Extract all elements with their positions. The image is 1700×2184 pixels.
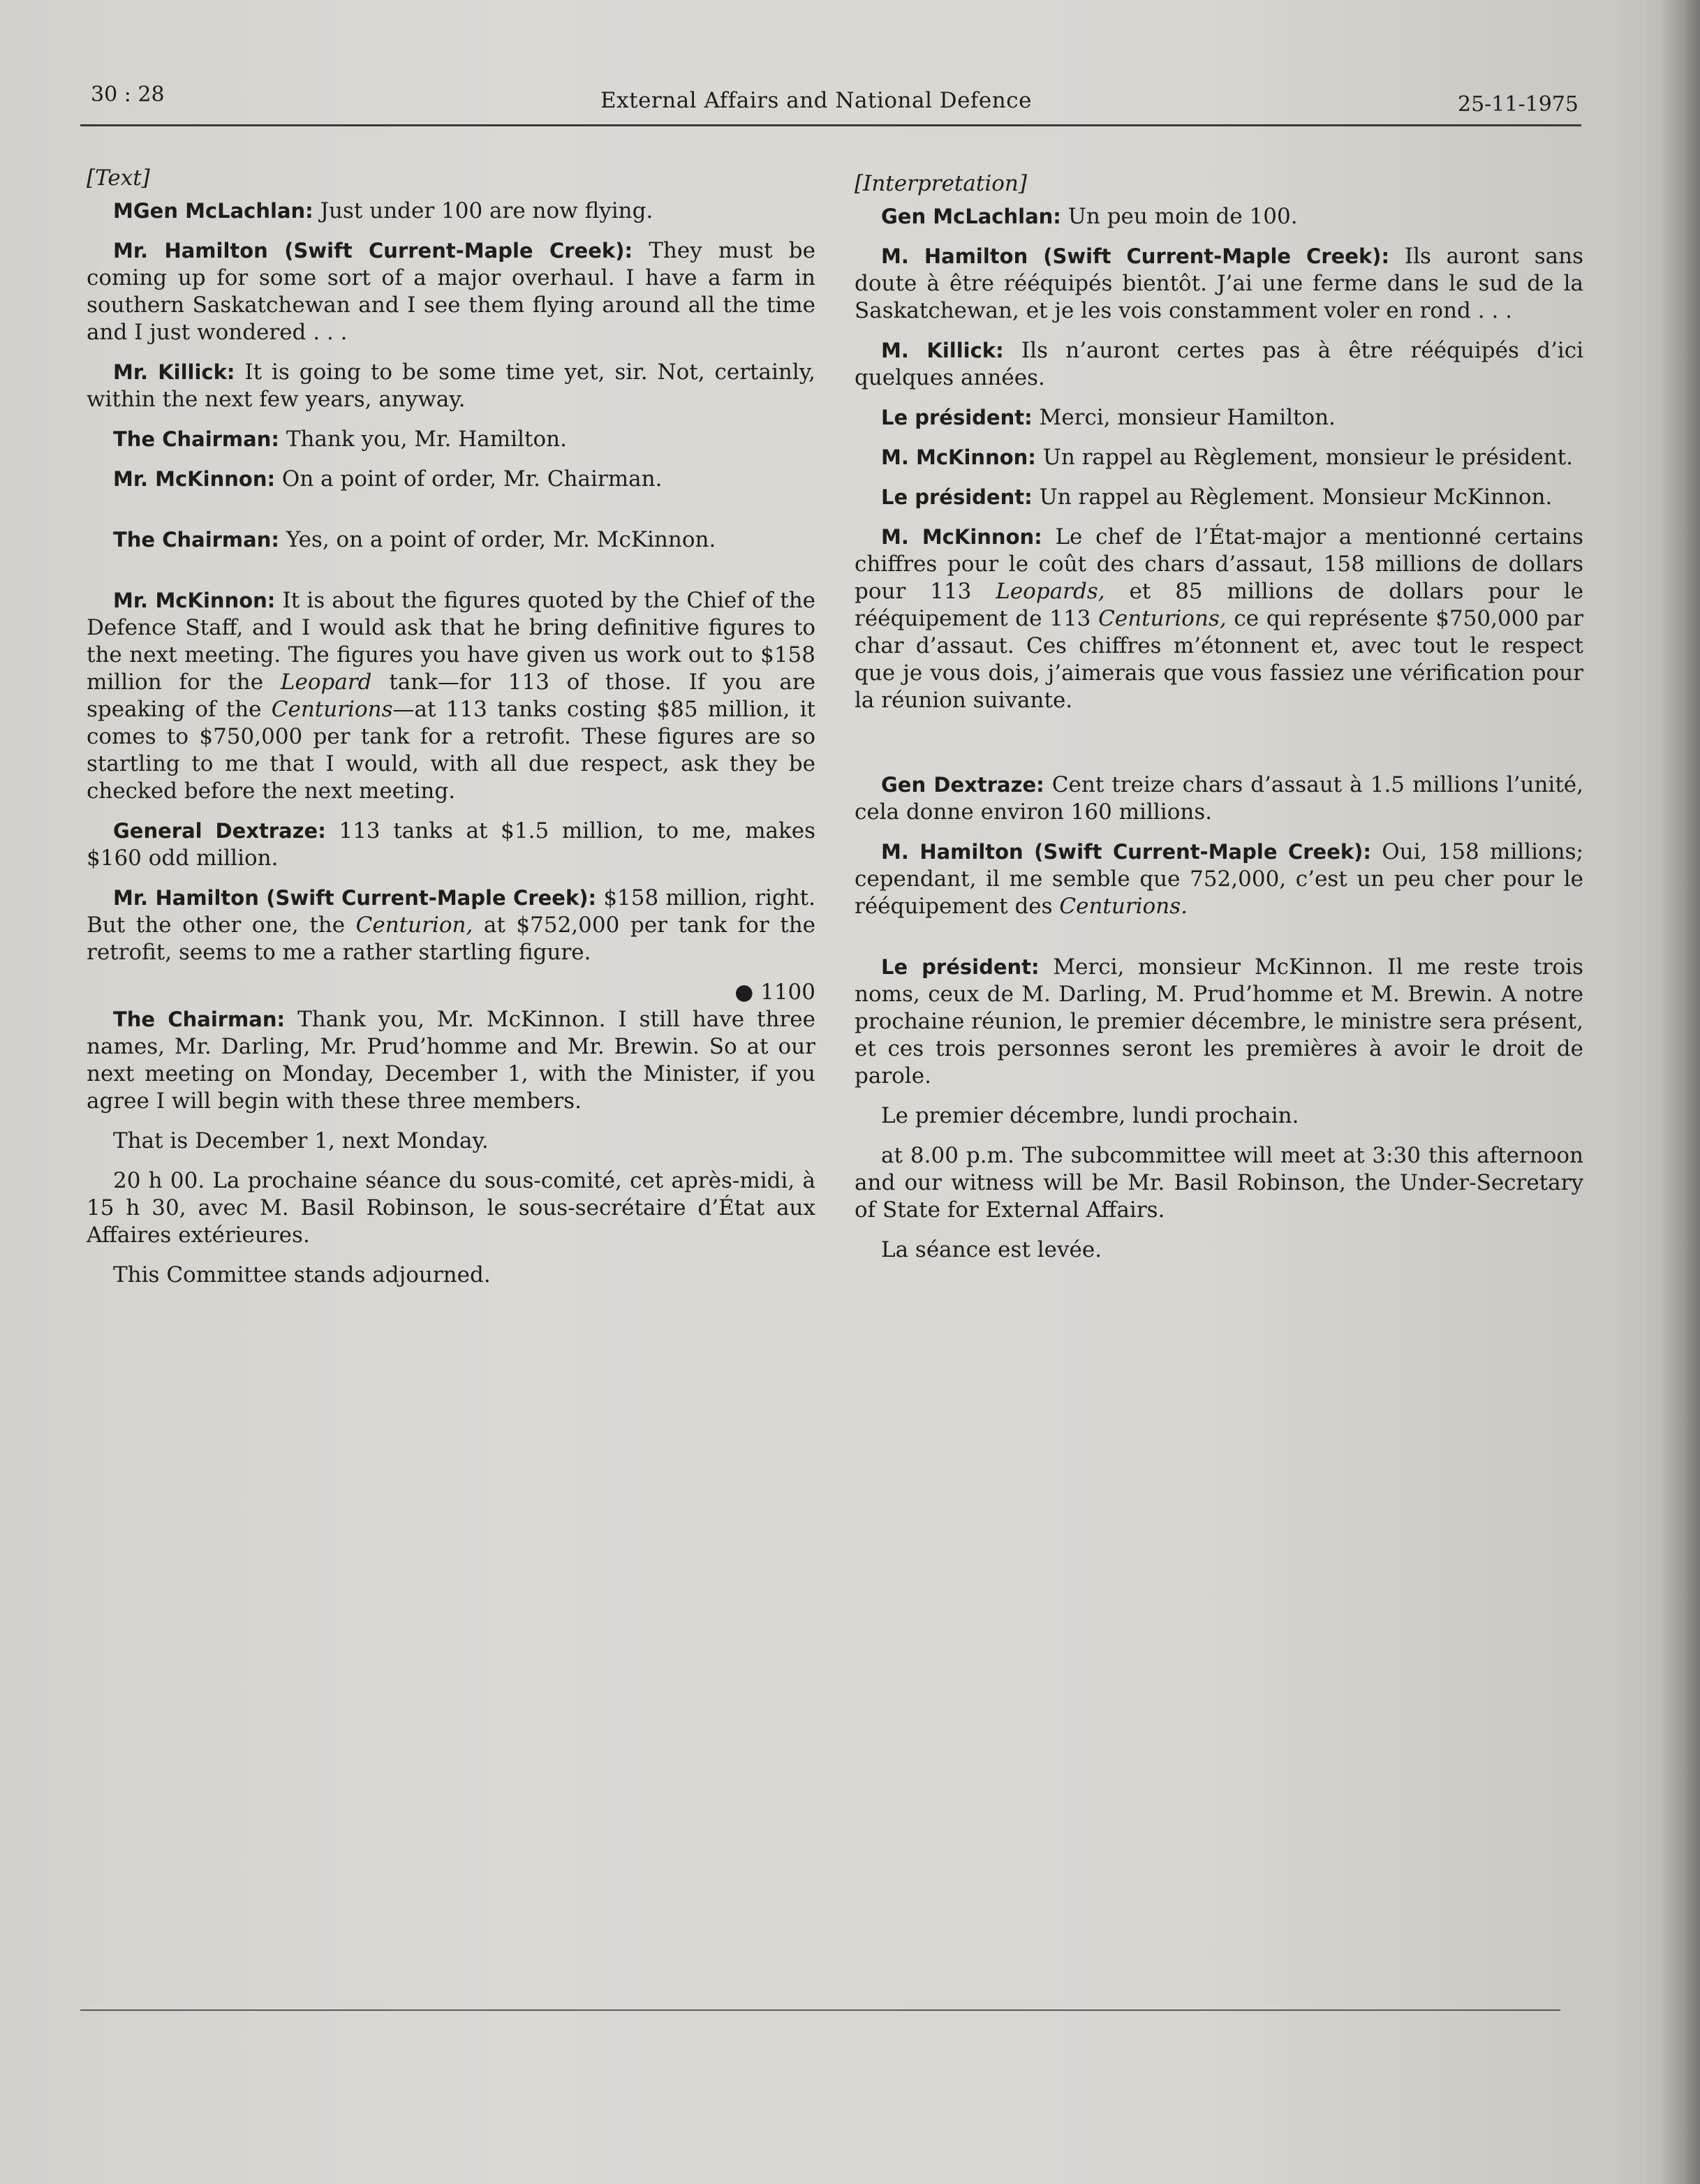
spacer (855, 933, 1583, 954)
interpretation-label: [Interpretation] (855, 171, 1027, 196)
footer-rule (80, 2009, 1560, 2011)
speaker-name: Mr. McKinnon: (113, 467, 276, 491)
text-label: [Text] (87, 165, 150, 191)
speech-text: Le chef de l’État-major a mentionné certains chiffres pour le coût des chars d’assaut, 158 millions de dollars pour 113 (855, 524, 1583, 604)
speech-text: They must be coming up for some sort of a major overhaul. I have a farm in southern Saskatchewan and I see them flying around all the time and I just wondered . . . (87, 238, 815, 345)
speech-text: Thank you, Mr. Hamilton. (279, 427, 567, 452)
paragraph (87, 818, 815, 872)
paragraph (855, 772, 1583, 826)
paragraph: at 8.00 p.m. The subcommittee will meet at 3:30 this afternoon and our witness will be Mr. Basil Robinson, the Under-Secretary of State for External Affairs. (855, 1143, 1583, 1223)
speaker-name: Mr. McKinnon: (113, 589, 276, 612)
emphasis: Leopard (280, 670, 372, 695)
speech-text: at $752,000 per tank for the retrofit, seems to me a rather startling figure. (87, 913, 816, 965)
paragraph (87, 466, 815, 493)
speaker-name: M. Hamilton (Swift Current-Maple Creek): (881, 840, 1371, 864)
speech-text: Ils n’auront certes pas à être rééquipés d’ici quelques années. (855, 338, 1584, 390)
paragraph (87, 885, 815, 966)
header-rule (80, 124, 1581, 126)
paragraph (87, 526, 815, 554)
speaker-name: M. McKinnon: (881, 445, 1036, 469)
speaker-name: Gen McLachlan: (881, 205, 1061, 228)
paragraph (87, 198, 815, 225)
emphasis: Centurions, (1098, 606, 1227, 631)
running-header (0, 78, 1700, 127)
speech-text: Merci, monsieur McKinnon. Il me reste trois noms, ceux de M. Darling, M. Prud’homme et M. Brewin. A notre prochaine réunion, le premier décembre, le ministre sera présent, et ces trois personnes seront les premières à avoir le droit de parole. (855, 954, 1583, 1089)
paragraph (855, 243, 1583, 325)
speech-text: Cent treize chars d’assaut à 1.5 millions l’unité, cela donne environ 160 millions. (855, 772, 1583, 825)
paragraph: La séance est levée. (881, 1237, 1102, 1262)
speaker-name: Le président: (881, 485, 1033, 509)
speaker-name: The Chairman: (113, 427, 279, 451)
paragraph (855, 337, 1583, 392)
speaker-name: M. Hamilton (Swift Current-Maple Creek): (881, 244, 1390, 268)
speaker-name: Le président: (881, 955, 1040, 979)
speaker-name: Mr. Killick: (113, 360, 235, 384)
speech-text: tank—for 113 of those. If you are speaking of the (87, 670, 815, 722)
speaker-name: MGen McLachlan: (113, 199, 313, 223)
speech-text: Ils auront sans doute à être rééquipés bientôt. J’ai une ferme dans le sud de la Saskatchewan, et je les vois constamment voler en rond . . . (855, 244, 1583, 323)
emphasis: Leopards, (996, 579, 1105, 604)
speaker-name: Le président: (881, 406, 1033, 429)
speech-text: Yes, on a point of order, Mr. McKinnon. (279, 527, 716, 552)
paragraph (87, 1006, 815, 1115)
speaker-name: The Chairman: (113, 1008, 286, 1031)
speech-text: Un rappel au Règlement, monsieur le président. (1035, 445, 1574, 470)
speaker-name: M. Killick: (881, 339, 1004, 362)
paragraph (87, 587, 815, 805)
paragraph (855, 444, 1583, 471)
spacer (87, 566, 815, 587)
speech-text: It is about the figures quoted by the Chief of the Defence Staff, and I would ask that he bring definitive figures to the next meeting. The figures you have given us work out to $158 million for the (87, 588, 816, 695)
paragraph (855, 524, 1583, 714)
emphasis: Centurion, (355, 913, 473, 938)
paragraph (855, 484, 1583, 511)
speech-text: Un rappel au Règlement. Monsieur McKinnon. (1032, 485, 1553, 510)
speech-text: et 85 millions de dollars pour le rééquipement de 113 (855, 579, 1583, 631)
time-marker: ● 1100 (734, 980, 815, 1005)
paragraph (855, 203, 1583, 230)
speech-text: On a point of order, Mr. Chairman. (275, 466, 663, 492)
paragraph: This Committee stands adjourned. (113, 1262, 491, 1287)
publication-date: 25-11-1975 (1458, 92, 1579, 117)
speaker-name: Mr. Hamilton (Swift Current-Maple Creek): (113, 239, 633, 263)
speech-text: $158 million, right. But the other one, the (87, 885, 815, 938)
speech-text: 113 tanks at $1.5 million, to me, makes $160 odd million. (87, 818, 815, 871)
spacer (855, 727, 1583, 772)
speaker-name: Gen Dextraze: (881, 773, 1044, 797)
page-number: 30 : 28 (91, 82, 165, 107)
emphasis: Centurions (271, 697, 393, 722)
page-edge-shadow (1658, 0, 1700, 2184)
speech-text: Oui, 158 millions; cependant, il me semble que 752,000, c’est un peu cher pour le rééquipement des (855, 839, 1583, 919)
paragraph (87, 426, 815, 453)
emphasis: Centurions. (1059, 894, 1188, 919)
speech-text: —at 113 tanks costing $85 million, it comes to $750,000 per tank for a retrofit. These figures are so startling to me that I would, with all due respect, ask they be checked before the next meeting. (87, 697, 815, 804)
speaker-name: The Chairman: (113, 528, 279, 552)
paragraph (855, 404, 1583, 431)
speaker-name: Mr. Hamilton (Swift Current-Maple Creek): (113, 886, 597, 910)
speaker-name: M. McKinnon: (881, 525, 1042, 549)
french-column (855, 170, 1583, 1276)
paragraph: That is December 1, next Monday. (113, 1128, 489, 1153)
english-column (87, 165, 815, 1301)
speech-text: Just under 100 are now flying. (313, 198, 653, 223)
paragraph (855, 839, 1583, 920)
speaker-name: General Dextraze: (113, 819, 326, 843)
paragraph (855, 954, 1583, 1090)
paragraph: 20 h 00. La prochaine séance du sous-comité, cet après-midi, à 15 h 30, avec M. Basil Robinson, le sous-secrétaire d’État aux Affaires extérieures. (87, 1168, 815, 1248)
paragraph (87, 359, 815, 413)
speech-text: ce qui représente $750,000 par char d’assaut. Ces chiffres m’étonnent et, avec tout le respect que je vous dois, j’aimerais que vous fassiez une vérification pour la réunion suivante. (855, 606, 1583, 713)
paragraph (87, 237, 815, 346)
speech-text: It is going to be some time yet, sir. Not, certainly, within the next few years, anyway. (87, 360, 815, 412)
speech-text: Thank you, Mr. McKinnon. I still have three names, Mr. Darling, Mr. Prud’homme and Mr. Brewin. So at our next meeting on Monday, December 1, with the Minister, if you agree I will begin with these three members. (87, 1007, 815, 1114)
publication-title: External Affairs and National Defence (600, 88, 1032, 113)
speech-text: Un peu moin de 100. (1060, 204, 1298, 229)
paragraph: Le premier décembre, lundi prochain. (881, 1103, 1299, 1128)
spacer (87, 506, 815, 526)
speech-text: Merci, monsieur Hamilton. (1032, 405, 1336, 430)
